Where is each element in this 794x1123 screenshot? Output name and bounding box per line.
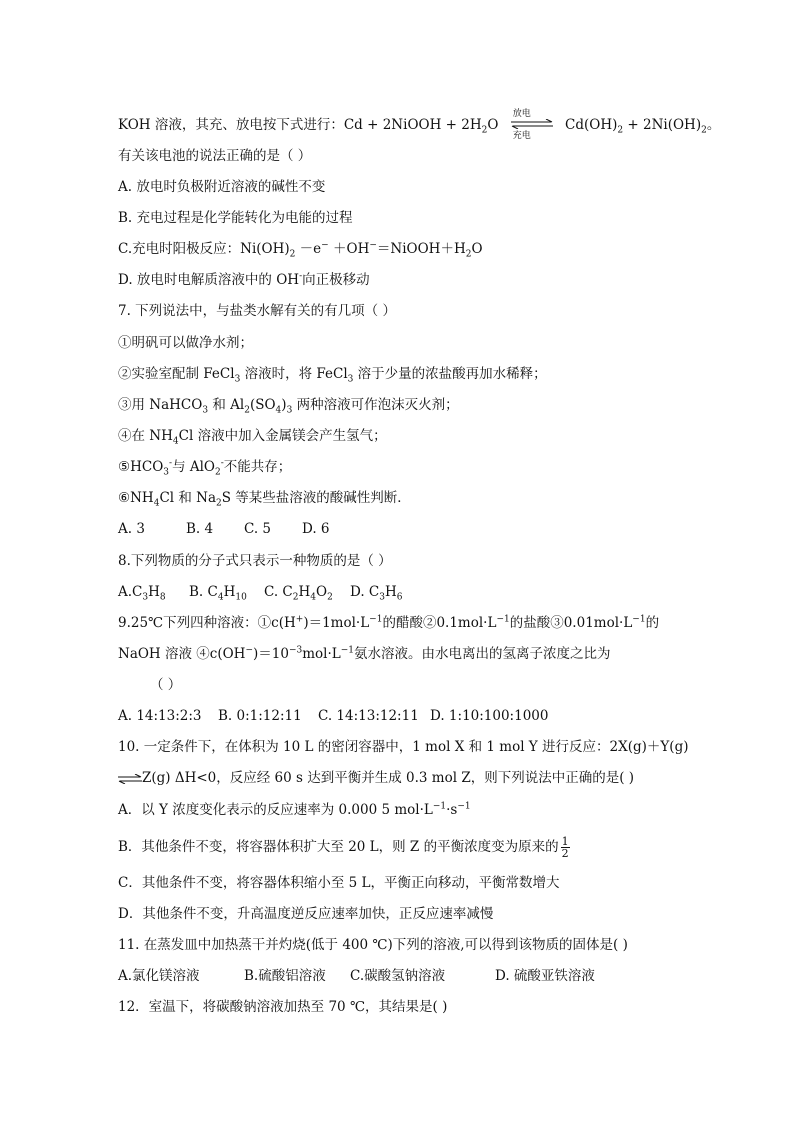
q8-options bbox=[118, 583, 754, 601]
q7-item-2: ②实验室配制 FeCl$_3$ 溶液时，将 FeCl$_3$ 溶于少量的浓盐酸再加水稀释； bbox=[118, 366, 547, 385]
q9-option-a: A. 14:13:2:3 bbox=[118, 708, 202, 724]
q10-option-a: A．以 Y 浓度变化表示的反应速率为 0.000 5 $mol\cdot L^{-1}\cdot s^{-1}$ bbox=[118, 801, 471, 818]
q11-option-a: A.氯化镁溶液 bbox=[118, 968, 200, 984]
question-11-stem: 11. 在蒸发皿中加热蒸干并灼烧(低于 400 ℃)下列的溶液,可以得到该物质的固体是( ) bbox=[118, 937, 628, 953]
q9-options bbox=[118, 707, 754, 725]
battery-equation-line: KOH 溶液，其充、放电按下式进行：Cd + 2NiOOH + $2H_2O$ 放电 充电 $Cd(OH)_2 + 2Ni(OH)_2$。 bbox=[118, 116, 754, 135]
one-half-fraction: $\frac{1}{2}$ bbox=[561, 835, 569, 860]
q10-option-c: C．其他条件不变，将容器体积缩小至 5 L，平衡正向移动，平衡常数增大 bbox=[118, 875, 560, 891]
q9-option-c: C. 14:13:12:11 bbox=[318, 708, 419, 724]
q7-item-4: ④在 $NH_4Cl$ 溶液中加入金属镁会产生氢气； bbox=[118, 428, 387, 447]
q11-options bbox=[118, 967, 754, 985]
q7-item-3: ③用 NaHCO$_3$ 和 $Al_2(SO_4)_3$ 两种溶液可作泡沫灭火剂； bbox=[118, 397, 459, 416]
q8-option-a: $A.C_3H_8$ bbox=[118, 584, 166, 603]
question-10-stem-2: Z(g) ΔH<0，反应经 60 s 达到平衡并生成 0.3 mol Z，则下列说法中正确的是( ) bbox=[118, 769, 754, 787]
q7-options bbox=[118, 520, 754, 538]
q8-option-c: C. $C_2H_4O_2$ bbox=[264, 584, 333, 603]
q10-option-d: D．其他条件不变，升高温度逆反应速率加快，正反应速率减慢 bbox=[118, 906, 494, 922]
q7-item-1: ①明矾可以做净水剂； bbox=[118, 335, 253, 351]
q7-option-b: B. 4 bbox=[186, 521, 214, 537]
charge-label: 充电 bbox=[512, 130, 531, 141]
equilibrium-arrow-icon bbox=[118, 774, 142, 784]
q7-option-a: A. 3 bbox=[118, 521, 145, 537]
q8-option-b: B. $C_4H_{10}$ bbox=[189, 584, 247, 603]
q11-option-b: B.硫酸铝溶液 bbox=[244, 968, 326, 984]
q10-option-b: B．其他条件不变，将容器体积扩大至 20 L，则 Z 的平衡浓度变为原来的 $\frac{1}{2}$ bbox=[118, 835, 569, 860]
q7-item-6: $⑥NH_4Cl$ 和 $Na_2S$ 等某些盐溶液的酸碱性判断． bbox=[118, 490, 411, 509]
question-9-stem-1: 9.25℃下列四种溶液：$①c(H^+)=1mol\cdot L^{-1}$的醋酸$②0.1mol\cdot L^{-1}$的盐酸$③0.01mol\cdot L^{-1}$的 bbox=[118, 614, 660, 631]
discharge-label: 放电 bbox=[512, 108, 531, 119]
q7-item-5: $⑤HCO_3^-$与 AlO$_2$-不能共存； bbox=[118, 458, 292, 478]
reversible-arrow bbox=[509, 108, 555, 141]
question-7-stem: 7. 下列说法中，与盐类水解有关的有几项（ ） bbox=[118, 303, 396, 319]
question-9-stem-2: NaOH 溶液 $④c(OH^-)=10^{-3}mol\cdot L^{-1}$氨水溶液。由水电离出的氢离子浓度之比为 bbox=[118, 645, 611, 662]
question-12-stem: 12．室温下，将碳酸钠溶液加热至 70 ℃，其结果是( ) bbox=[118, 999, 448, 1015]
q6-option-c: C.充电时阳极反应：$Ni(OH)_2 -e^-$ $+OH^-=NiOOH+H_2O$ bbox=[118, 240, 483, 260]
q9-option-d: D. 1:10:100:1000 bbox=[430, 708, 549, 724]
q6-option-a: A. 放电时负极附近溶液的碱性不变 bbox=[118, 179, 326, 195]
q9-answer-paren: （ ） bbox=[150, 677, 182, 693]
question-6-stem: 有关该电池的说法正确的是（ ） bbox=[118, 148, 312, 164]
q6-option-b: B. 充电过程是化学能转化为电能的过程 bbox=[118, 210, 353, 226]
q11-option-c: C.碳酸氢钠溶液 bbox=[350, 968, 446, 984]
q7-option-d: D. 6 bbox=[302, 521, 330, 537]
question-8-stem: 8.下列物质的分子式只表示一种物质的是（ ） bbox=[118, 553, 392, 569]
q8-option-d: D. $C_3H_6$ bbox=[350, 584, 403, 603]
q11-option-d: D. 硫酸亚铁溶液 bbox=[495, 968, 595, 984]
q6-option-d: D. 放电时电解质溶液中的 OH-向正极移动 bbox=[118, 271, 370, 288]
equation-left: KOH 溶液，其充、放电按下式进行：Cd + 2NiOOH + 2H bbox=[118, 117, 482, 133]
equation-right: Cd(OH) bbox=[565, 117, 618, 133]
q9-option-b: B. 0:1:12:11 bbox=[218, 708, 302, 724]
question-10-stem-1: 10. 一定条件下，在体积为 10 L 的密闭容器中，1 mol X 和 1 mol Y 进行反应：2X(g)＋Y(g) bbox=[118, 739, 689, 755]
q7-option-c: C. 5 bbox=[244, 521, 272, 537]
